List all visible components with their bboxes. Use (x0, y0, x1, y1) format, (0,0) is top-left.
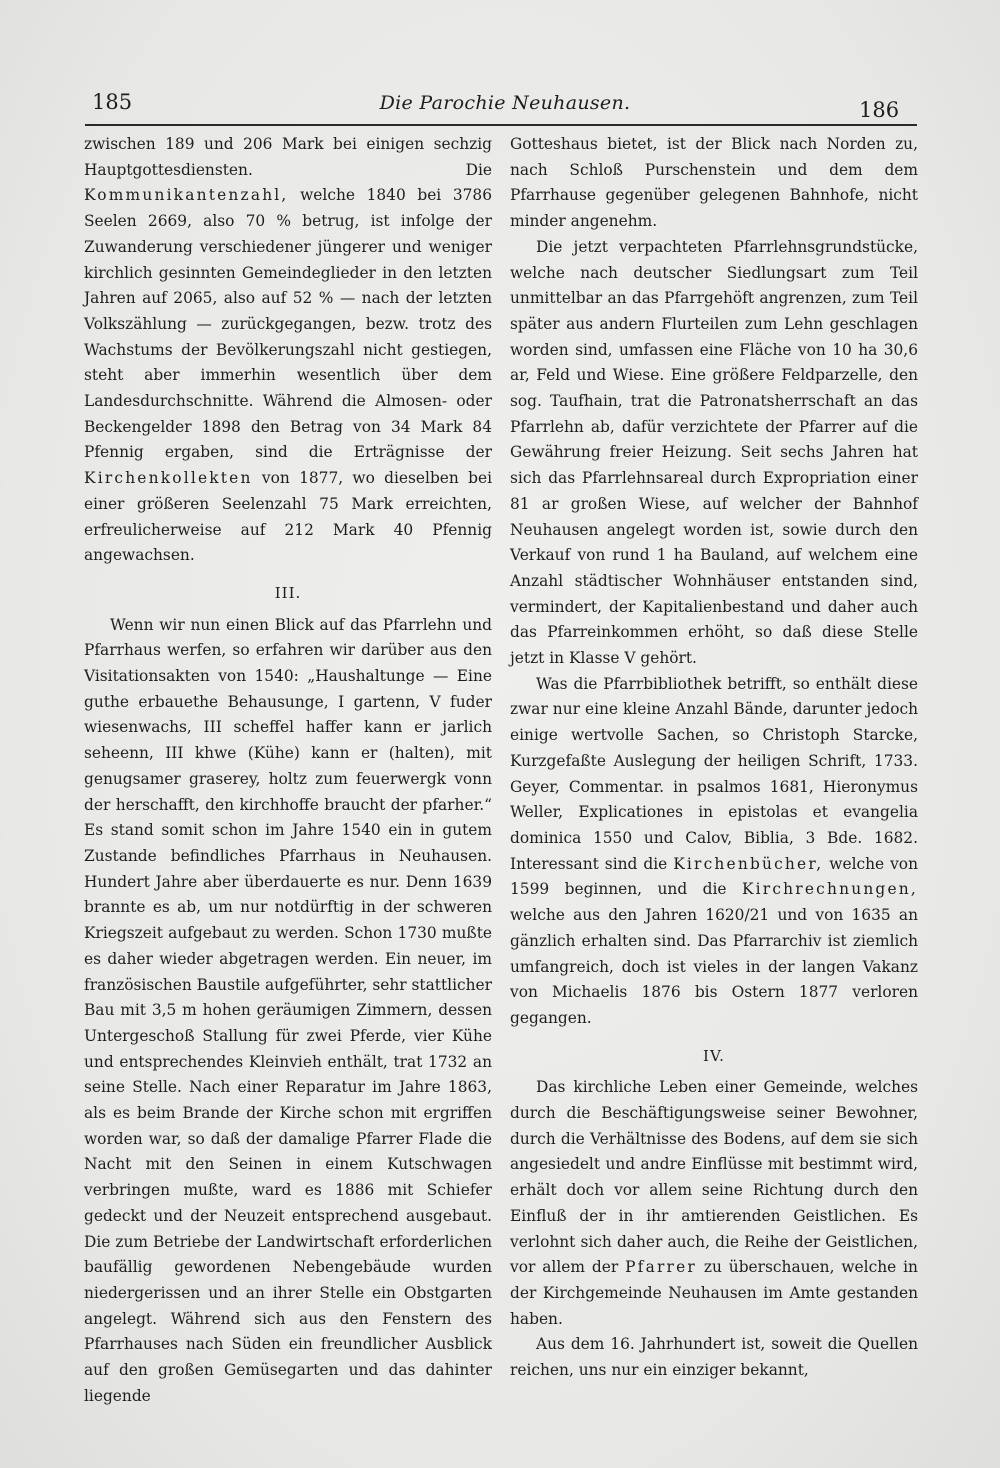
page-header (0, 84, 1000, 124)
text-run: zwischen 189 und 206 Mark bei einigen sechzig Hauptgottesdiensten. Die (84, 135, 492, 179)
paragraph-communicants (84, 132, 492, 569)
text-run: Was die Pfarrbibliothek betrifft, so enthält diese zwar nur eine kleine Anzahl Bände, darunter jedoch einige wertvolle Sachen, so Christoph Starcke, Kurzgefaßte Auslegung der heiligen Schrift, 1733. Geyer, Commentar. in psalmos 1681, Hieronymus Weller, Explicationes in epistolas et evangelia dominica 1550 und Calov, Biblia, 3 Bde. 1682. Interessant sind die (510, 674, 918, 873)
emphasis-church-accounts: Kirchrechnungen, (741, 880, 918, 899)
text-run: zu überschauen, welche in der Kirchgemeinde Neuhausen im Amte gestanden haben. (510, 1258, 918, 1328)
paragraph-land: Die jetzt verpachteten Pfarrlehnsgrundstücke, welche nach deutscher Siedlungsart zum Teil unmittelbar an das Pfarrgehöft angrenzen, zum Teil später aus andern Flurteilen zum Lehn geschlagen worden sind, umfassen eine Fläche von 10 ha 30,6 ar, Feld und Wiese. Eine größere Feldparzelle, den sog. Taufhain, trat die Patronatsherrschaft an das Pfarrlehn ab, dafür verzichtete der Pfarrer auf die Gewährung freier Heizung. Seit sechs Jahren hat sich das Pfarrlehnsareal durch Expropriation einer 81 ar großen Wiese, auf welcher der Bahnhof Neuhausen angelegt worden ist, sowie durch den Verkauf von rund 1 ha Bauland, auf welchem eine Anzahl städtischer Wohnhäuser entstanden sind, vermindert, der Kapitalienbestand und daher auch das Pfarreinkommen erhöht, so daß diese Stelle jetzt in Klasse V gehört. (510, 237, 918, 668)
right-column (510, 132, 918, 1384)
page-number-left: 185 (92, 90, 133, 114)
text-run: welche von 1599 beginnen, und die (510, 854, 918, 899)
left-column (84, 132, 492, 1409)
emphasis-church-books: Kirchenbücher, (673, 854, 824, 873)
emphasis-collections: Kirchenkollekten (84, 469, 253, 488)
spacer (510, 1032, 918, 1044)
section-heading-iv: IV. (703, 1046, 725, 1065)
text-run: welche 1840 bei 3786 Seelen 2669, also 70 % betrug, ist infolge der Zuwanderung verschiedener jüngerer und weniger kirchlich gesinnten Gemeindeglieder in den letzten Jahren auf 2065, also auf 52 % — nach der letzten Volkszählung — zurückgegangen, bezw. trotz des Wachstums der Bevölkerungszahl nicht gestiegen, steht aber immerhin wesentlich über dem Landesdurchschnitte. Während die Almosen- oder Beckengelder 1898 den Betrag von 34 Mark 84 Pfennig ergaben, sind die Erträgnisse der (84, 186, 492, 462)
emphasis-communicants: Kommunikantenzahl, (84, 186, 289, 205)
paragraph-view: Gotteshaus bietet, ist der Blick nach Norden zu, nach Schloß Purschenstein und dem dem Pfarrhause gegenüber gelegenen Bahnhofe, nicht minder angenehm. (510, 135, 918, 231)
text-run: von 1877, wo dieselben bei einer größeren Seelenzahl 75 Mark erreichten, erfreulicherweise auf 212 Mark 40 Pfennig angewachsen. (84, 469, 492, 565)
paragraph-library (510, 672, 918, 1032)
paragraph-16th-century: Aus dem 16. Jahrhundert ist, soweit die Quellen reichen, uns nur ein einziger bekannt, (510, 1335, 918, 1380)
spacer (84, 569, 492, 581)
emphasis-pastors: Pfarrer (625, 1258, 697, 1277)
text-run: Das kirchliche Leben einer Gemeinde, welches durch die Beschäftigungsweise seiner Bewohner, durch die Verhältnisse des Bodens, auf dem sie sich angesiedelt und andre Einflüsse mit bestimmt wird, erhält doch vor allem seine Richtung durch den Einfluß der in ihr amtierenden Geistlichen. Es verlohnt sich daher auch, die Reihe der Geistlichen, vor allem der (510, 1078, 918, 1277)
text-run: welche aus den Jahren 1620/21 und von 1635 an gänzlich erhalten sind. Das Pfarrarchiv ist ziemlich umfangreich, doch ist vieles in der langen Vakanz von Michaelis 1876 bis Ostern 1877 verloren gegangen. (510, 906, 918, 1027)
paragraph-parsonage: Wenn wir nun einen Blick auf das Pfarrlehn und Pfarrhaus werfen, so erfahren wir darüber aus den Visitationsakten von 1540: „Haushaltunge — Eine guthe erbauethe Behausunge, I gartenn, V fuder wiesenwachs, III scheffel haffer kann er jarlich seheenn, III khwe (Kühe) kann er (halten), mit genugsamer graserey, holtz zum feuerwergk vonn der herschafft, den kirchhoffe braucht der pfarher.“ Es stand somit schon im Jahre 1540 ein in gutem Zustande befindliches Pfarrhaus in Neuhausen. Hundert Jahre aber überdauerte es nur. Denn 1639 brannte es ab, um nur notdürftig in der schweren Kriegszeit aufgebaut zu werden. Schon 1730 mußte es daher wieder abgetragen werden. Ein neuer, im französischen Baustile aufgeführter, sehr stattlicher Bau mit 3,5 m hohen geräumigen Zimmern, dessen Untergeschoß Stallung für zwei Pferde, vier Kühe und entsprechendes Kleinvieh enthält, trat 1732 an seine Stelle. Nach einer Reparatur im Jahre 1863, als es beim Brande der Kirche schon mit ergriffen worden war, so daß der damalige Pfarrer Flade die Nacht mit den Seinen in einem Kutschwagen verbringen mußte, ward es 1886 mit Schiefer gedeckt und der Neuzeit entsprechend ausgebaut. Die zum Betriebe der Landwirtschaft erforderlichen baufällig gewordenen Nebengebäude wurden niedergerissen und an ihrer Stelle ein Obstgarten angelegt. Während sich aus den Fenstern des Pfarrhauses nach Süden ein freundlicher Ausblick auf den großen Gemüsegarten und das dahinter liegende (84, 615, 493, 1405)
page-number-right: 186 (859, 98, 900, 122)
running-title: Die Parochie Neuhausen. (379, 92, 631, 114)
paragraph-church-life (510, 1075, 918, 1332)
section-heading-iii: III. (274, 583, 302, 602)
header-rule (85, 124, 917, 126)
